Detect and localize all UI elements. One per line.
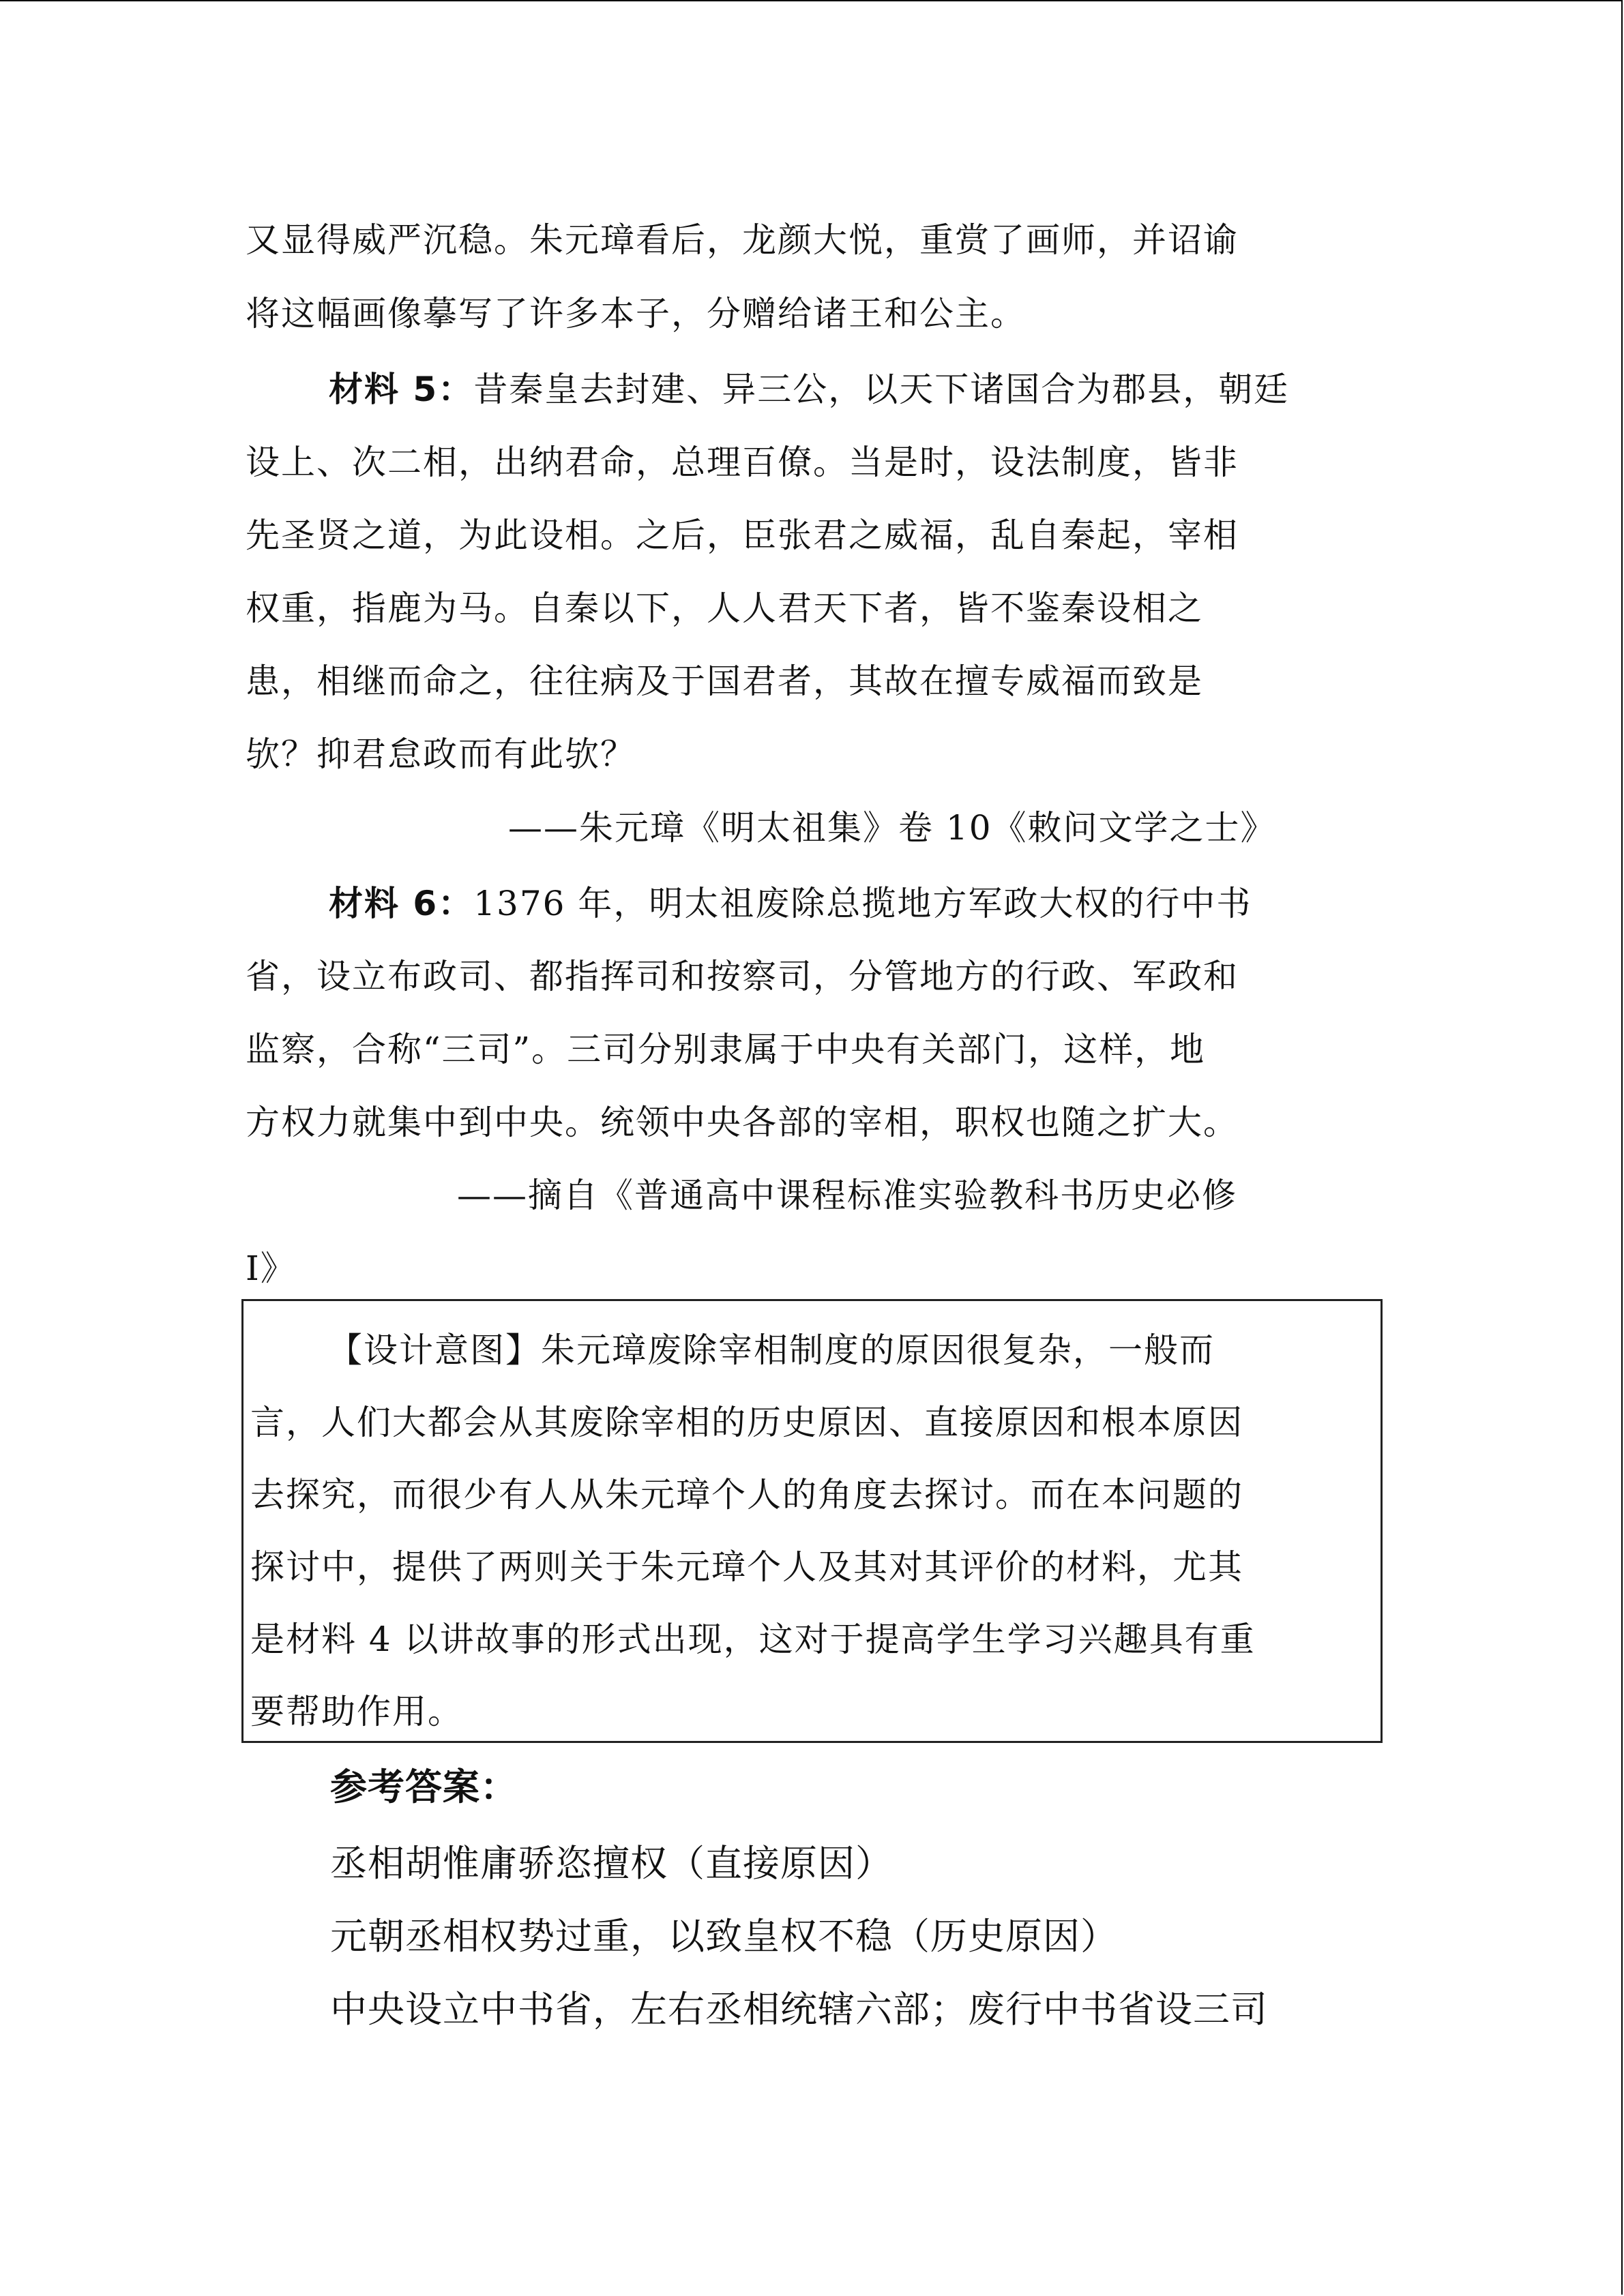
material-6-label: 材料 6： bbox=[329, 884, 474, 923]
material-5-line: 权重，指鹿为马。自秦以下，人人君天下者，皆不鉴秦设相之 bbox=[246, 588, 1203, 628]
material-5-line: 患，相继而命之，往往病及于国君者，其故在擅专威福而致是 bbox=[246, 661, 1203, 701]
design-intent-line: 探讨中，提供了两则关于朱元璋个人及其对其评价的材料，尤其 bbox=[250, 1547, 1243, 1587]
answer-item: 丞相胡惟庸骄恣擅权（直接原因） bbox=[330, 1842, 893, 1885]
answer-item: 元朝丞相权势过重，以致皇权不稳（历史原因） bbox=[330, 1915, 1118, 1958]
material-5-label: 材料 5： bbox=[329, 370, 474, 409]
material-5-line: 设上、次二相，出纳君命，总理百僚。当是时，设法制度，皆非 bbox=[246, 443, 1239, 482]
material-5-first-line-text: 昔秦皇去封建、异三公，以天下诸国合为郡县，朝廷 bbox=[473, 370, 1290, 409]
design-intent-box bbox=[241, 1299, 1383, 1743]
material-5-first-line bbox=[329, 369, 1289, 410]
material-6-source: ——摘自《普通高中课程标准实验教科书历史必修 bbox=[457, 1176, 1237, 1215]
intro-line: 又显得威严沉稳。朱元璋看后，龙颜大悦，重赏了画师，并诏谕 bbox=[246, 220, 1239, 260]
material-6-line: 监察，合称“三司”。三司分别隶属于中央有关部门，这样，地 bbox=[246, 1030, 1206, 1069]
material-6-source-cont: Ⅰ》 bbox=[246, 1249, 296, 1288]
design-intent-line: 言，人们大都会从其废除宰相的历史原因、直接原因和根本原因 bbox=[250, 1403, 1243, 1442]
design-intent-line: 是材料 4 以讲故事的形式出现，这对于提高学生学习兴趣具有重 bbox=[250, 1620, 1256, 1659]
answer-item: 中央设立中书省，左右丞相统辖六部；废行中书省设三司 bbox=[330, 1988, 1268, 2031]
material-5-line: 先圣贤之道，为此设相。之后，臣张君之威福，乱自秦起，宰相 bbox=[246, 516, 1239, 555]
answer-heading: 参考答案： bbox=[330, 1765, 518, 1808]
design-intent-line: 【设计意图】朱元璋废除宰相制度的原因很复杂，一般而 bbox=[328, 1330, 1215, 1370]
material-5-line: 欤？抑君怠政而有此欤？ bbox=[246, 734, 636, 774]
material-5-source: ——朱元璋《明太祖集》卷 10《敕问文学之士》 bbox=[508, 808, 1276, 848]
material-6-first-line-text: 1376 年，明太祖废除总揽地方军政大权的行中书 bbox=[473, 884, 1252, 923]
material-6-line: 方权力就集中到中央。统领中央各部的宰相，职权也随之扩大。 bbox=[246, 1103, 1239, 1142]
design-intent-line: 去探究，而很少有人从朱元璋个人的角度去探讨。而在本问题的 bbox=[250, 1475, 1243, 1515]
material-6-line: 省，设立布政司、都指挥司和按察司，分管地方的行政、军政和 bbox=[246, 957, 1239, 996]
intro-line: 将这幅画像摹写了许多本子，分赠给诸王和公主。 bbox=[246, 294, 1026, 333]
design-intent-line: 要帮助作用。 bbox=[250, 1692, 463, 1731]
material-6-first-line bbox=[329, 883, 1252, 924]
